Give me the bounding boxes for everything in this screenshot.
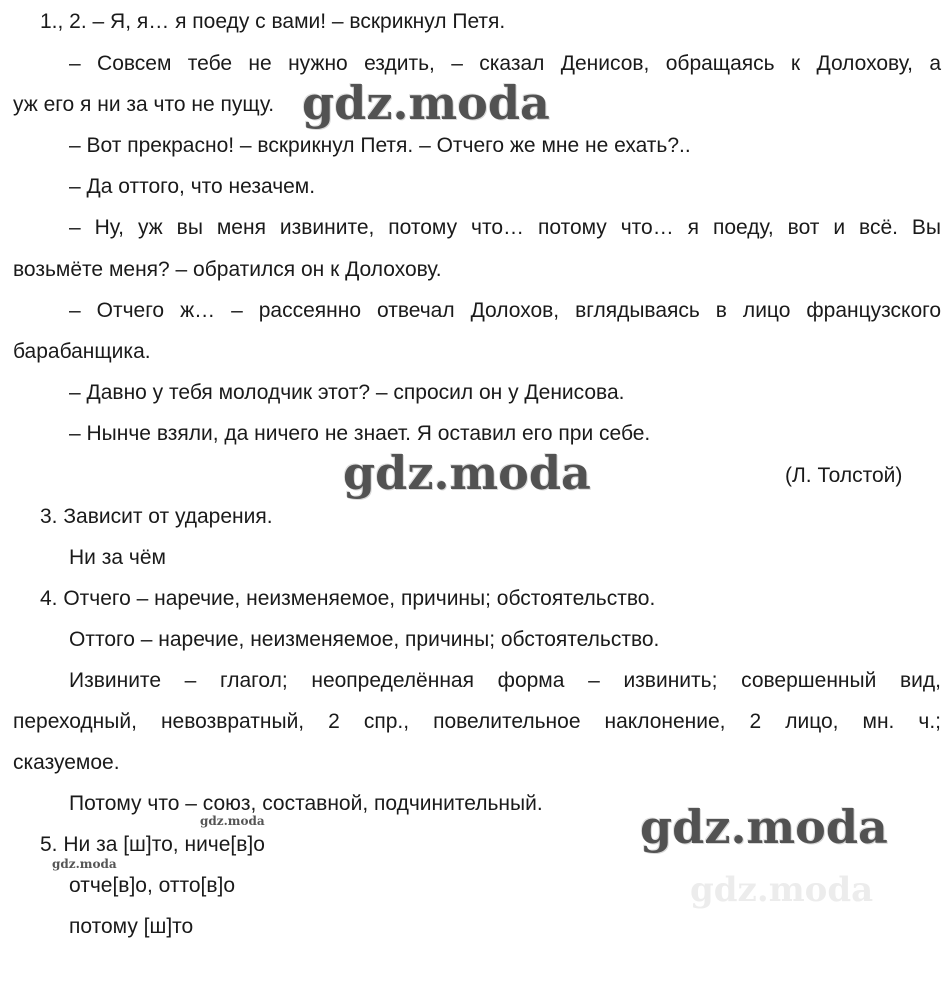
text-line: Ни за чём <box>69 546 166 569</box>
text-line: – Нынче взяли, да ничего не знает. Я оставил его при себе. <box>69 422 651 445</box>
watermark: gdz.moda <box>343 446 591 500</box>
text-line: Оттого – наречие, неизменяемое, причины; обстоятельство. <box>69 628 660 651</box>
text-line: 4. Отчего – наречие, неизменяемое, причины; обстоятельство. <box>40 587 656 610</box>
watermark-small: gdz.moda <box>52 857 117 871</box>
text-line: переходный, невозвратный, 2 спр., повелительное наклонение, 2 лицо, мн. ч.; <box>13 710 941 733</box>
author-attribution: (Л. Толстой) <box>785 464 903 487</box>
text-line: – Давно у тебя молодчик этот? – спросил он у Денисова. <box>69 381 625 404</box>
watermark-faint: gdz.moda <box>690 870 874 910</box>
watermark: gdz.moda <box>302 76 550 130</box>
text-line: Потому что – союз, составной, подчинительный. <box>69 792 543 815</box>
text-line: Извините – глагол; неопределённая форма – извинить; совершенный вид, <box>69 669 941 692</box>
text-line: – Да оттого, что незачем. <box>69 175 316 198</box>
text-line: потому [ш]то <box>69 915 194 938</box>
text-line: 3. Зависит от ударения. <box>40 505 273 528</box>
text-line: сказуемое. <box>13 751 120 774</box>
watermark: gdz.moda <box>640 800 888 854</box>
text-line: 1., 2. – Я, я… я поеду с вами! – вскрикнул Петя. <box>40 10 506 33</box>
text-line: отче[в]о, отто[в]о <box>69 874 236 897</box>
text-line: 5. Ни за [ш]то, ниче[в]о <box>40 833 265 856</box>
text-line: – Вот прекрасно! – вскрикнул Петя. – Отчего же мне не ехать?.. <box>69 134 691 157</box>
text-line: – Отчего ж… – рассеянно отвечал Долохов, вглядываясь в лицо французского <box>69 299 941 322</box>
text-line: – Совсем тебе не нужно ездить, – сказал Денисов, обращаясь к Долохову, а <box>69 52 941 75</box>
text-line: – Ну, уж вы меня извините, потому что… потому что… я поеду, вот и всё. Вы <box>69 216 941 239</box>
watermark-small: gdz.moda <box>200 814 265 828</box>
text-line: уж его я ни за что не пущу. <box>13 93 275 116</box>
text-line: барабанщика. <box>13 340 151 363</box>
text-line: возьмёте меня? – обратился он к Долохову. <box>13 258 442 281</box>
